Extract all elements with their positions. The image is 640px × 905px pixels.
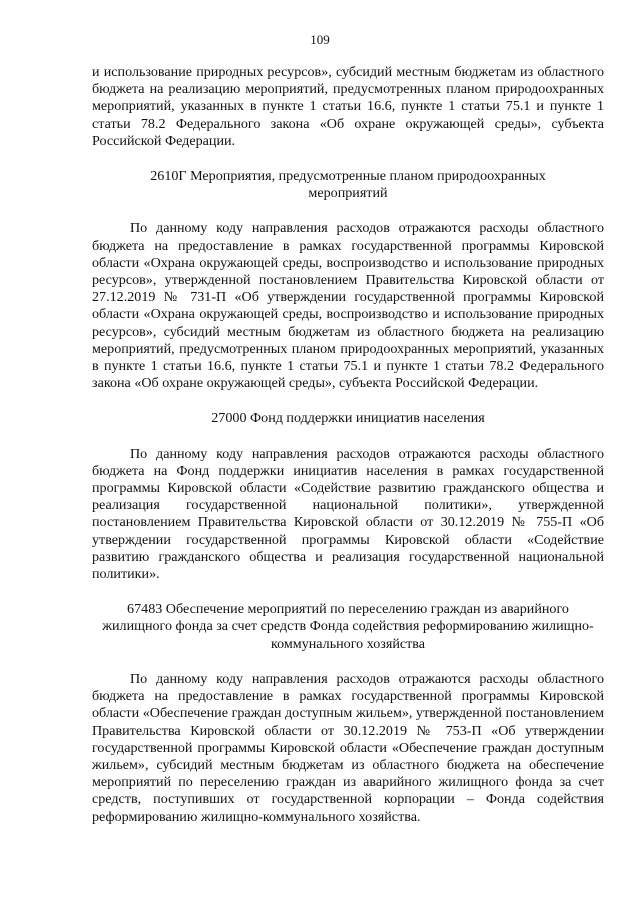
paragraph-67483: По данному коду направления расходов отражаются расходы областного бюджета на предоставление в рамках государственной программы Кировской области «Обеспечение граждан доступным жильем», утвержденной постановлением Правительства Кировской области от 30.12.2019 № 753-П «Об утверждении государственной программы Кировской области «Обеспечение граждан доступным жильем», субсидий местным бюджетам из областного бюджета на обеспечение мероприятий по переселению граждан из аварийного жилищного фонда за счет средств, поступивших от государственной корпорации – Фонда содействия реформированию жилищно-коммунального хозяйства. bbox=[92, 670, 604, 825]
section-heading-2610g: 2610Г Мероприятия, предусмотренные планом природоохранных мероприятий bbox=[150, 168, 546, 202]
section-heading-27000: 27000 Фонд поддержки инициатив населения bbox=[211, 410, 485, 427]
section-heading-67483: 67483 Обеспечение мероприятий по переселению граждан из аварийного жилищного фонда за счет средств Фонда содействия реформированию жилищно-коммунального хозяйства bbox=[102, 601, 594, 652]
paragraph-27000: По данному коду направления расходов отражаются расходы областного бюджета на Фонд поддержки инициатив населения в рамках государственной программы Кировской области «Содействие развитию гражданского общества и реализация государственной национальной политики», утвержденной постановлением Правительства Кировской области от 30.12.2019 № 755-П «Об утверждении государственной программы Кировской области «Содействие развитию гражданского общества и реализация государственной национальной политики». bbox=[92, 445, 604, 583]
continuation-paragraph: и использование природных ресурсов», субсидий местным бюджетам из областного бюджета на реализацию мероприятий, предусмотренных планом природоохранных мероприятий, указанных в пункте 1 статьи 16.6, пункте 1 статьи 75.1 и пункте 1 статьи 78.2 Федерального закона «Об охране окружающей среды», субъекта Российской Федерации. bbox=[92, 64, 604, 149]
page-body bbox=[92, 64, 604, 826]
page-number: 109 bbox=[310, 32, 330, 47]
paragraph-2610g: По данному коду направления расходов отражаются расходы областного бюджета на предоставление в рамках государственной программы Кировской области «Охрана окружающей среды, воспроизводство и использование природных ресурсов», утвержденной постановлением Правительства Кировской области от 27.12.2019 № 731-П «Об утверждении государственной программы Кировской области «Охрана окружающей среды, воспроизводство и использование природных ресурсов», субсидий местным бюджетам из областного бюджета на реализацию мероприятий, предусмотренных планом природоохранных мероприятий, указанных в пункте 1 статьи 16.6, пункте 1 статьи 75.1 и пункте 1 статьи 78.2 Федерального закона «Об охране окружающей среды», субъекта Российской Федерации. bbox=[92, 220, 604, 392]
